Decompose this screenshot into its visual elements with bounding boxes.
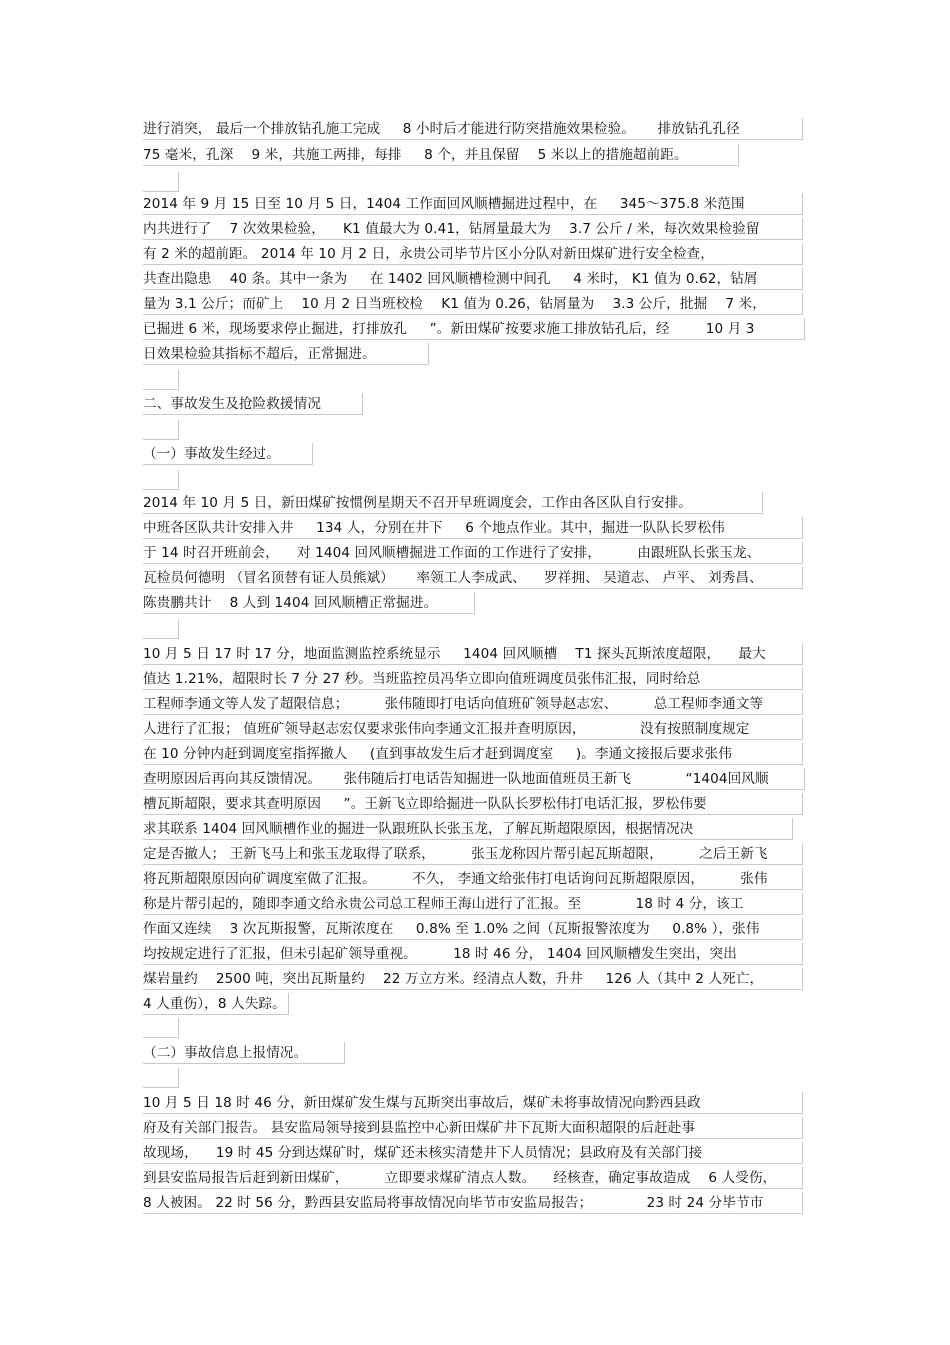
text-line: 量为 3.1 公斤；而矿上 10 月 2 日当班校检 K1 值为 0.26，钻屑量为 3.3 公斤，批掘 7 米， (143, 293, 803, 315)
section-heading: 二、事故发生及抢险救援情况 (143, 393, 363, 415)
paragraph-gap (143, 619, 179, 639)
text-line: 瓦检员何德明 （冒名顶替有证人员熊斌） 率领工人李成武、 罗祥拥、 吴道志、 卢平、 刘秀昌、 (143, 567, 803, 589)
text-line: 有 2 米的超前距。 2014 年 10 月 2 日，永贵公司毕节片区小分队对新田煤矿进行安全检查， (143, 243, 803, 265)
paragraph-gap (143, 1068, 179, 1088)
text-line: 人进行了汇报； 值班矿领导赵志宏仅要求张伟向李通文汇报并查明原因， 没有按照制度规定 (143, 718, 803, 740)
text-line: 煤岩量约 2500 吨，突出瓦斯量约 22 万立方米。经清点人数，升井 126 人（其中 2 人死亡， (143, 968, 803, 990)
text-line: 定是否撤人； 王新飞马上和张玉龙取得了联系， 张玉龙称因片帮引起瓦斯超限， 之后王新飞 (143, 843, 803, 865)
text-line: 称是片帮引起的，随即李通文给永贵公司总工程师王海山进行了汇报。至 18 时 4 分，该工 (143, 893, 803, 915)
text-line: 日效果检验其指标不超后，正常掘进。 (143, 343, 429, 365)
subsection-heading: （一）事故发生经过。 (143, 443, 313, 465)
text-line: 进行消突， 最后一个排放钻孔施工完成 8 小时后才能进行防突措施效果检验。 排放钻孔孔径 (143, 118, 803, 140)
text-line: 均按规定进行了汇报，但未引起矿领导重视。 18 时 46 分， 1404 回风顺槽发生突出，突出 (143, 943, 803, 965)
subsection-heading: （二）事故信息上报情况。 (143, 1042, 345, 1064)
text-line: 值达 1.21%，超限时长 7 分 27 秒。当班监控员冯华立即向值班调度员张伟汇报，同时给总 (143, 668, 803, 690)
paragraph-gap (143, 1018, 179, 1038)
text-line: 将瓦斯超限原因向矿调度室做了汇报。 不久， 李通文给张伟打电话询问瓦斯超限原因， 张伟 (143, 868, 803, 890)
text-line: 2014 年 10 月 5 日，新田煤矿按惯例星期天不召开早班调度会，工作由各区队自行安排。 (143, 492, 763, 514)
text-line: 槽瓦斯超限，要求其查明原因 ”。王新飞立即给掘进一队队长罗松伟打电话汇报，罗松伟要 (143, 793, 803, 815)
text-line: 10 月 5 日 18 时 46 分，新田煤矿发生煤与瓦斯突出事故后，煤矿未将事故情况向黔西县政 (143, 1092, 803, 1114)
text-line: 4 人重伤），8 人失踪。 (143, 993, 289, 1015)
text-line: 求其联系 1404 回风顺槽作业的掘进一队跟班队长张玉龙，了解瓦斯超限原因，根据情况决 (143, 818, 793, 840)
text-line: 故现场， 19 时 45 分到达煤矿时，煤矿还未核实清楚井下人员情况；县政府及有关部门接 (143, 1142, 803, 1164)
text-line: 已掘进 6 米，现场要求停止掘进，打排放孔 ”。新田煤矿按要求施工排放钻孔后，经 10 月 3 (143, 318, 805, 340)
text-line: 作面又连续 3 次瓦斯报警，瓦斯浓度在 0.8% 至 1.0% 之间（瓦斯报警浓度为 0.8% ），张伟 (143, 918, 803, 940)
text-line: 8 人被困。 22 时 56 分，黔西县安监局将事故情况向毕节市安监局报告； 23 时 24 分毕节市 (143, 1192, 803, 1214)
text-line: 10 月 5 日 17 时 17 分，地面监测监控系统显示 1404 回风顺槽 T1 探头瓦斯浓度超限， 最大 (143, 643, 803, 665)
text-line: 共查出隐患 40 条。其中一条为 在 1402 回风顺槽检测中间孔 4 米时， K1 值为 0.62，钻屑 (143, 268, 803, 290)
paragraph-gap (143, 172, 179, 192)
text-line: 2014 年 9 月 15 日至 10 月 5 日，1404 工作面回风顺槽掘进过程中，在 345～375.8 米范围 (143, 193, 803, 215)
paragraph-gap (143, 470, 179, 490)
text-line: 中班各区队共计安排入井 134 人，分别在井下 6 个地点作业。其中，掘进一队队长罗松伟 (143, 517, 803, 539)
text-line: 在 10 分钟内赶到调度室指挥撤人 (直到事故发生后才赶到调度室 )。李通文接报后要求张伟 (143, 743, 803, 765)
text-line: 工程师李通文等人发了超限信息； 张伟随即打电话向值班矿领导赵志宏、 总工程师李通文等 (143, 693, 803, 715)
text-line: 陈贵鹏共计 8 人到 1404 回风顺槽正常掘进。 (143, 592, 475, 614)
text-line: 于 14 时召开班前会， 对 1404 回风顺槽掘进工作面的工作进行了安排， 由跟班队长张玉龙、 (143, 542, 803, 564)
text-line: 府及有关部门报告。 县安监局领导接到县监控中心新田煤矿井下瓦斯大面积超限的后赶赴事 (143, 1117, 803, 1139)
paragraph-gap (143, 370, 179, 390)
text-line: 内共进行了 7 次效果检验， K1 值最大为 0.41，钻屑量最大为 3.7 公斤 / 米，每次效果检验留 (143, 218, 803, 240)
text-line: 查明原因后再向其反馈情况。 张伟随后打电话告知掘进一队地面值班员王新飞 “1404回风顺 (143, 768, 805, 790)
text-line: 75 毫米，孔深 9 米，共施工两排，每排 8 个，并且保留 5 米以上的措施超前距。 (143, 144, 739, 166)
paragraph-gap (143, 420, 179, 440)
text-line: 到县安监局报告后赶到新田煤矿， 立即要求煤矿清点人数。 经核查，确定事故造成 6 人受伤， (143, 1167, 803, 1189)
